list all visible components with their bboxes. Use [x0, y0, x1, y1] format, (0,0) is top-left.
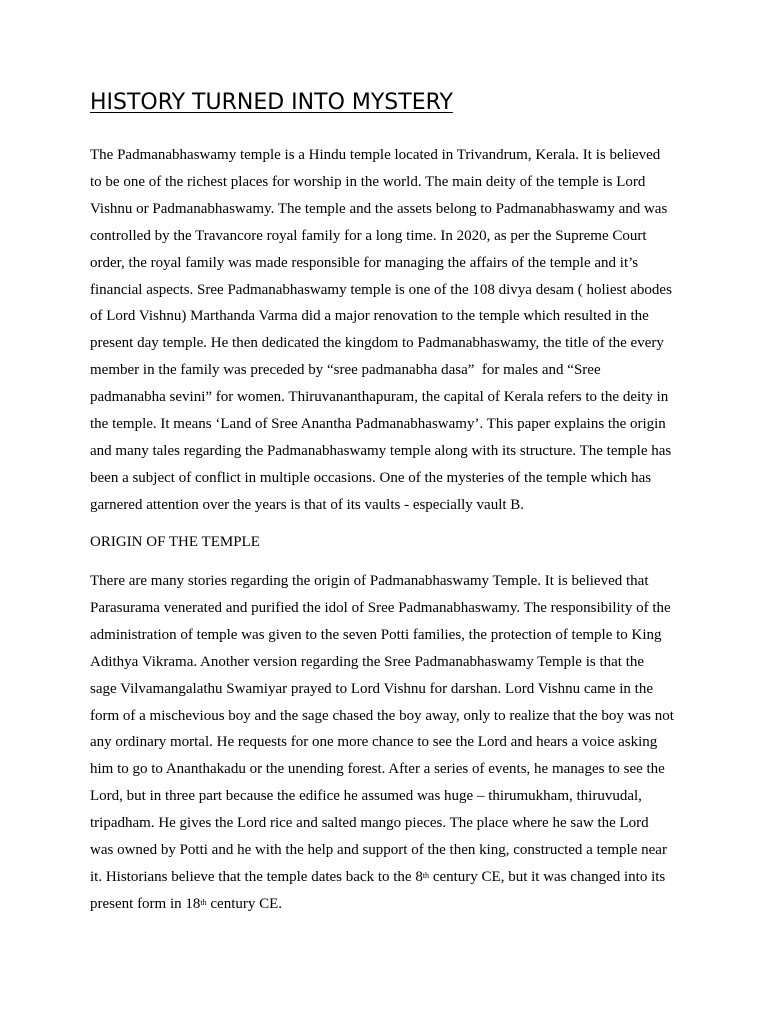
- text-line: him to go to Ananthakadu or the unending forest. After a series of events, he manages to see the: [90, 761, 665, 778]
- text-line: and many tales regarding the Padmanabhaswamy temple along with its structure. The temple has: [90, 442, 672, 459]
- text-segment: century CE, but it was changed into its: [429, 868, 666, 885]
- text-segment: century CE.: [206, 895, 283, 912]
- text-line: was owned by Potti and he with the help and support of the then king, constructed a temple near: [90, 842, 667, 859]
- text-line: Adithya Vikrama. Another version regarding the Sree Padmanabhaswamy Temple is that the: [90, 653, 645, 670]
- text-line: controlled by the Travancore royal family for a long time. In 2020, as per the Supreme Court: [90, 227, 647, 244]
- page-title: HISTORY TURNED INTO MYSTERY: [90, 90, 453, 115]
- text-line: Vishnu or Padmanabhaswamy. The temple and the assets belong to Padmanabhaswamy and was: [90, 200, 668, 217]
- text-line: garnered attention over the years is that of its vaults - especially vault B.: [90, 496, 525, 513]
- text-line: the temple. It means ‘Land of Sree Anantha Padmanabhaswamy’. This paper explains the origin: [90, 416, 666, 433]
- text-line: tripadham. He gives the Lord rice and salted mango pieces. The place where he saw the Lord: [90, 815, 649, 832]
- text-line: of Lord Vishnu) Marthanda Varma did a major renovation to the temple which resulted in the: [90, 308, 649, 325]
- text-line: to be one of the richest places for worship in the world. The main deity of the temple is Lord: [90, 173, 646, 190]
- text-segment: it. Historians believe that the temple dates back to the 8: [90, 868, 423, 885]
- text-line: Parasurama venerated and purified the idol of Sree Padmanabhaswamy. The responsibility of the: [90, 599, 671, 616]
- text-line: order, the royal family was made responsible for managing the affairs of the temple and it’s: [90, 254, 639, 271]
- text-line: The Padmanabhaswamy temple is a Hindu temple located in Trivandrum, Kerala. It is believed: [90, 147, 661, 163]
- text-line: padmanabha sevini” for women. Thiruvananthapuram, the capital of Kerala refers to the deity in: [90, 389, 669, 406]
- text-line: administration of temple was given to the seven Potti families, the protection of temple to King: [90, 626, 662, 643]
- ordinal-superscript: th: [200, 897, 207, 907]
- ordinal-superscript: th: [422, 870, 430, 880]
- text-line: any ordinary mortal. He requests for one more chance to see the Lord and hears a voice asking: [90, 734, 658, 751]
- section-heading: [90, 529, 690, 556]
- text-line: There are many stories regarding the origin of Padmanabhaswamy Temple. It is believed that: [90, 573, 649, 589]
- section-heading-text: ORIGIN OF THE TEMPLE: [90, 534, 260, 550]
- text-line: financial aspects. Sree Padmanabhaswamy temple is one of the 108 divya desam ( holiest abodes: [90, 281, 672, 298]
- text-line: [90, 891, 690, 918]
- text-line: [90, 864, 690, 891]
- text-line: sage Vilvamangalathu Swamiyar prayed to Lord Vishnu for darshan. Lord Vishnu came in the: [90, 680, 653, 697]
- text-line: form of a mischevious boy and the sage chased the boy away, only to realize that the boy was not: [90, 707, 674, 724]
- text-line: Lord, but in three part because the edifice he assumed was huge – thirumukham, thiruvudal,: [90, 788, 642, 805]
- text-segment: present form in 18: [90, 895, 201, 912]
- intro-paragraph: [90, 142, 690, 519]
- text-line: member in the family was preceded by “sree padmanabha dasa” for males and “Sree: [90, 362, 601, 379]
- text-line: been a subject of conflict in multiple occasions. One of the mysteries of the temple which has: [90, 469, 652, 486]
- text-line: present day temple. He then dedicated the kingdom to Padmanabhaswamy, the title of the every: [90, 335, 664, 352]
- origin-paragraph: [90, 568, 690, 918]
